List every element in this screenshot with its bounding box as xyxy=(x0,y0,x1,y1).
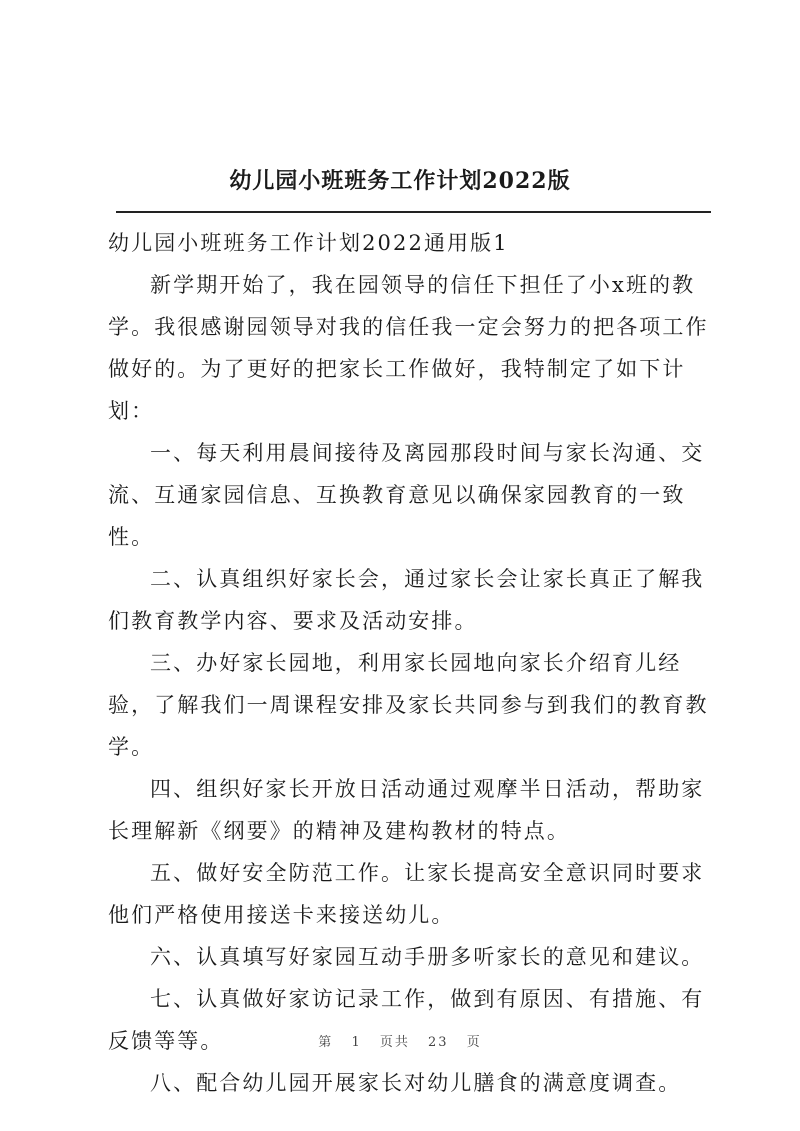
footer-prefix: 第 xyxy=(318,1035,334,1050)
page-footer xyxy=(0,1031,800,1050)
plan-item-3: 三、办好家长园地，利用家长园地向家长介绍育儿经验，了解我们一周课程安排及家长共同参与到我们的教育教学。 xyxy=(108,651,709,759)
plan-item-5: 五、做好安全防范工作。让家长提高安全意识同时要求他们严格使用接送卡来接送幼儿。 xyxy=(108,861,705,927)
plan-item-4: 四、组织好家长开放日活动通过观摩半日活动，帮助家长理解新《纲要》的精神及建构教材的特点。 xyxy=(108,777,705,843)
intro-paragraph: 新学期开始了，我在园领导的信任下担任了小x班的教学。我很感谢园领导对我的信任我一定会努力的把各项工作做好的。为了更好的把家长工作做好，我特制定了如下计划： xyxy=(108,273,709,423)
footer-middle: 页共 xyxy=(379,1035,410,1050)
title-divider xyxy=(116,211,711,213)
document-title: 幼儿园小班班务工作计划2022版 xyxy=(229,168,571,194)
document-subtitle: 幼儿园小班班务工作计划2022通用版1 xyxy=(108,231,509,255)
plan-item-7: 七、认真做好家访记录工作，做到有原因、有措施、有反馈等等。 xyxy=(108,987,705,1053)
current-page-number: 1 xyxy=(351,1035,362,1050)
footer-suffix: 页 xyxy=(466,1035,482,1050)
plan-item-2: 二、认真组织好家长会，通过家长会让家长真正了解我们教育教学内容、要求及活动安排。 xyxy=(108,567,705,633)
document-body xyxy=(108,222,718,1104)
plan-item-1: 一、每天利用晨间接待及离园那段时间与家长沟通、交流、互通家园信息、互换教育意见以确保家园教育的一致性。 xyxy=(108,441,705,549)
plan-item-8: 八、配合幼儿园开展家长对幼儿膳食的满意度调查。 xyxy=(150,1071,682,1095)
total-pages-number: 23 xyxy=(428,1035,449,1050)
plan-item-6: 六、认真填写好家园互动手册多听家长的意见和建议。 xyxy=(150,945,705,969)
